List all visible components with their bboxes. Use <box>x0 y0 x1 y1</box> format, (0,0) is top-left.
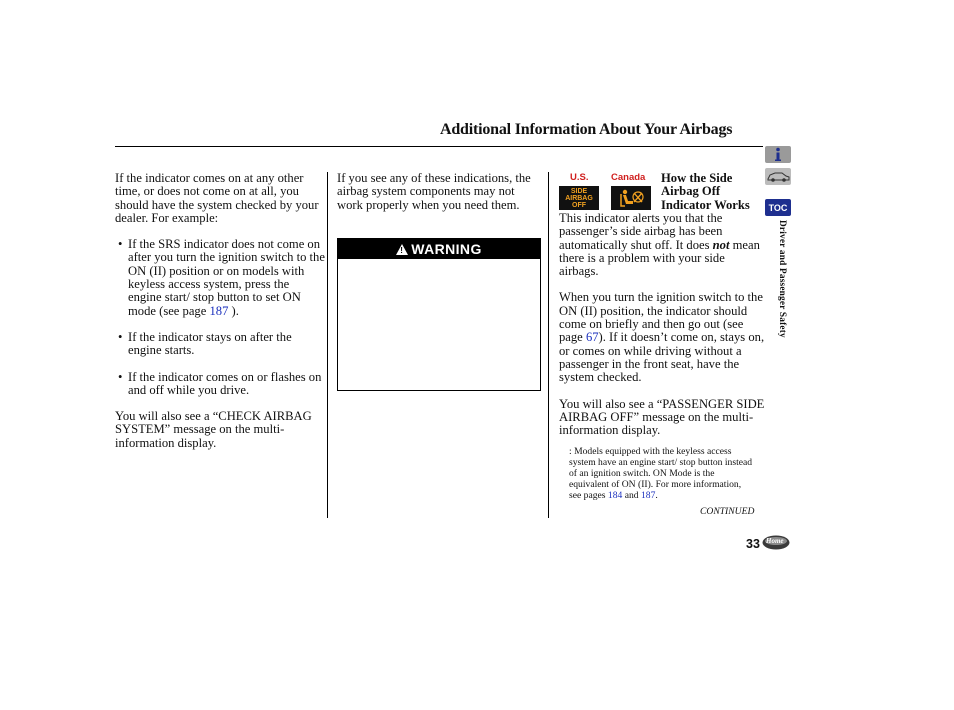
warning-label: WARNING <box>411 241 482 257</box>
footnote: : Models equipped with the keyless access system have an engine start/ stop button instead of an ignition switch. ON Mode is the equivalent of ON (II). For more information, see pages 184 and 187. <box>569 446 753 501</box>
col1-intro: If the indicator comes on at any other time, or does not come on at all, you should have the system checked by your dealer. For example: <box>115 171 319 225</box>
car-button[interactable] <box>765 168 791 185</box>
seat-airbag-off-icon <box>611 186 651 210</box>
warning-header <box>338 239 540 259</box>
column-1 <box>115 172 325 450</box>
column-divider <box>327 172 328 518</box>
car-icon <box>765 168 791 185</box>
warning-icon: ! <box>396 244 408 255</box>
col3-paragraph-1: This indicator alerts you that the passenger’s side airbag has been automatically shut off. It does not mean there is a problem with your side airbags. <box>559 211 760 279</box>
col3-paragraph-2: When you turn the ignition switch to the ON (II) position, the indicator should come on briefly and then go out (see page 67). If it doesn’t come on, stays on, or comes on while driving without a passenger in the front seat, have the system checked. <box>559 290 765 385</box>
page-title: Additional Information About Your Airbags <box>440 121 733 138</box>
canada-label: Canada <box>611 172 646 183</box>
list-item: • If the indicator stays on after the engine starts. <box>115 331 325 358</box>
section-heading: How the Side Airbag Off Indicator Works <box>661 171 750 212</box>
continued-label: CONTINUED <box>700 506 755 517</box>
section-label: Driver and Passenger Safety <box>777 220 787 338</box>
toc-icon: TOC <box>768 202 788 213</box>
page-link-187[interactable]: 187 <box>209 303 229 318</box>
col3-paragraph-3: You will also see a “PASSENGER SIDE AIRBAG OFF” message on the multi-information display. <box>559 396 765 438</box>
home-label: Home <box>766 537 784 545</box>
page-number: 33 <box>746 537 760 551</box>
us-label: U.S. <box>570 172 589 183</box>
side-airbag-off-indicator-canada <box>611 186 651 210</box>
list-item: • If the indicator comes on or flashes on and off while you drive. <box>115 371 325 398</box>
col1-closing: You will also see a “CHECK AIRBAG SYSTEM” message on the multi-information display. <box>115 409 312 450</box>
column-3 <box>559 212 765 437</box>
indicator-examples-list <box>115 238 325 397</box>
page-link-67[interactable]: 67 <box>585 330 599 345</box>
column-divider <box>548 172 549 518</box>
warning-box <box>337 238 541 391</box>
page-link-187[interactable]: 187 <box>640 490 656 501</box>
list-item: • If the SRS indicator does not come on after you turn the ignition switch to the ON (II) position or on models with keyless access system, press the engine start/ stop button to set ON mode (see page 187 ). <box>115 238 325 318</box>
info-icon <box>765 146 791 163</box>
home-button[interactable] <box>762 535 790 550</box>
col2-intro: If you see any of these indications, the airbag system components may not work properly when you need them. <box>337 171 531 212</box>
header-rule <box>115 146 763 147</box>
toc-button[interactable] <box>765 199 791 216</box>
page-link-184[interactable]: 184 <box>607 490 623 501</box>
info-button[interactable] <box>765 146 791 163</box>
side-airbag-off-indicator-us: SIDE AIRBAG OFF <box>559 186 599 210</box>
